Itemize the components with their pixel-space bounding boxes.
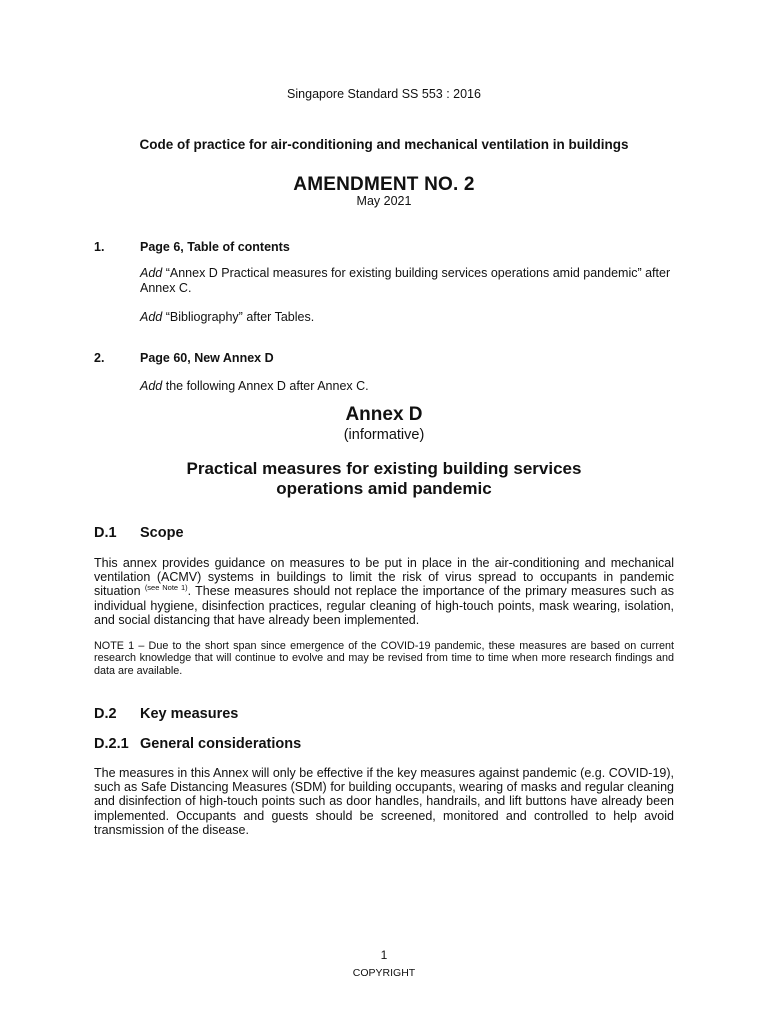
section-title: Scope bbox=[140, 525, 184, 541]
subsection-number: D.2.1 bbox=[94, 736, 129, 752]
note-reference: (see Note 1) bbox=[144, 583, 188, 593]
general-paragraph: The measures in this Annex will only be effective if the key measures against pandemic (e.g. COVID-19), such as Safe Distancing Measures (SDM) for building occupants, wearing of masks and regular cleaning and disinfection of high-touch points such as door handles, handrails, and lift buttons have already been implemented. Occupants and guests should be screened, monitored and controlled to help avoid transmission of the disease. bbox=[94, 766, 674, 837]
section-number: D.2 bbox=[94, 706, 117, 722]
standard-reference: Singapore Standard SS 553 : 2016 bbox=[287, 87, 481, 101]
instruction-text: “Annex D Practical measures for existing building services operations amid pandemic” after Annex C. bbox=[140, 266, 671, 295]
amendment-title: AMENDMENT NO. 2 bbox=[293, 174, 475, 195]
instruction-verb: Add bbox=[140, 266, 163, 280]
instruction-verb: Add bbox=[140, 379, 163, 393]
instruction-text: “Bibliography” after Tables. bbox=[162, 310, 315, 324]
item-number: 2. bbox=[94, 351, 105, 365]
note-paragraph: NOTE 1 – Due to the short span since emergence of the COVID-19 pandemic, these measures are based on current research knowledge that will continue to evolve and may be revised from time to time when more research findings and data are available. bbox=[94, 640, 674, 677]
page-number: 1 bbox=[380, 948, 388, 962]
item-heading: Page 6, Table of contents bbox=[140, 240, 290, 254]
amendment-date: May 2021 bbox=[356, 194, 412, 208]
instruction-text: the following Annex D after Annex C. bbox=[162, 379, 369, 393]
item-heading: Page 60, New Annex D bbox=[140, 351, 274, 365]
subsection-title: General considerations bbox=[140, 736, 302, 752]
annex-subtitle: (informative) bbox=[343, 427, 425, 443]
item-paragraph bbox=[140, 266, 676, 296]
scope-paragraph bbox=[94, 556, 674, 627]
document-title: Code of practice for air-conditioning and mechanical ventilation in buildings bbox=[139, 137, 629, 152]
scope-text: This annex provides guidance on measures to be put in place in the air-conditioning and mechanical ventilation (ACMV) systems in buildings to limit the risk of virus spread to occupants in pandemic situation bbox=[94, 556, 674, 599]
copyright-notice: COPYRIGHT bbox=[352, 967, 416, 979]
annex-heading-line: operations amid pandemic bbox=[276, 479, 492, 498]
annex-title: Annex D bbox=[345, 404, 423, 425]
instruction-verb: Add bbox=[140, 310, 163, 324]
annex-heading bbox=[0, 459, 768, 499]
item-number: 1. bbox=[94, 240, 105, 254]
section-title: Key measures bbox=[140, 706, 239, 722]
annex-heading-line: Practical measures for existing building services bbox=[186, 459, 582, 478]
item-paragraph bbox=[140, 379, 676, 394]
section-number: D.1 bbox=[94, 525, 117, 541]
scope-text: . These measures should not replace the importance of the primary measures such as individual hygiene, disinfection practices, regular cleaning of high-touch points, mask wearing, isolation, and social distancing that have already been implemented. bbox=[94, 584, 675, 627]
item-paragraph bbox=[140, 310, 676, 325]
